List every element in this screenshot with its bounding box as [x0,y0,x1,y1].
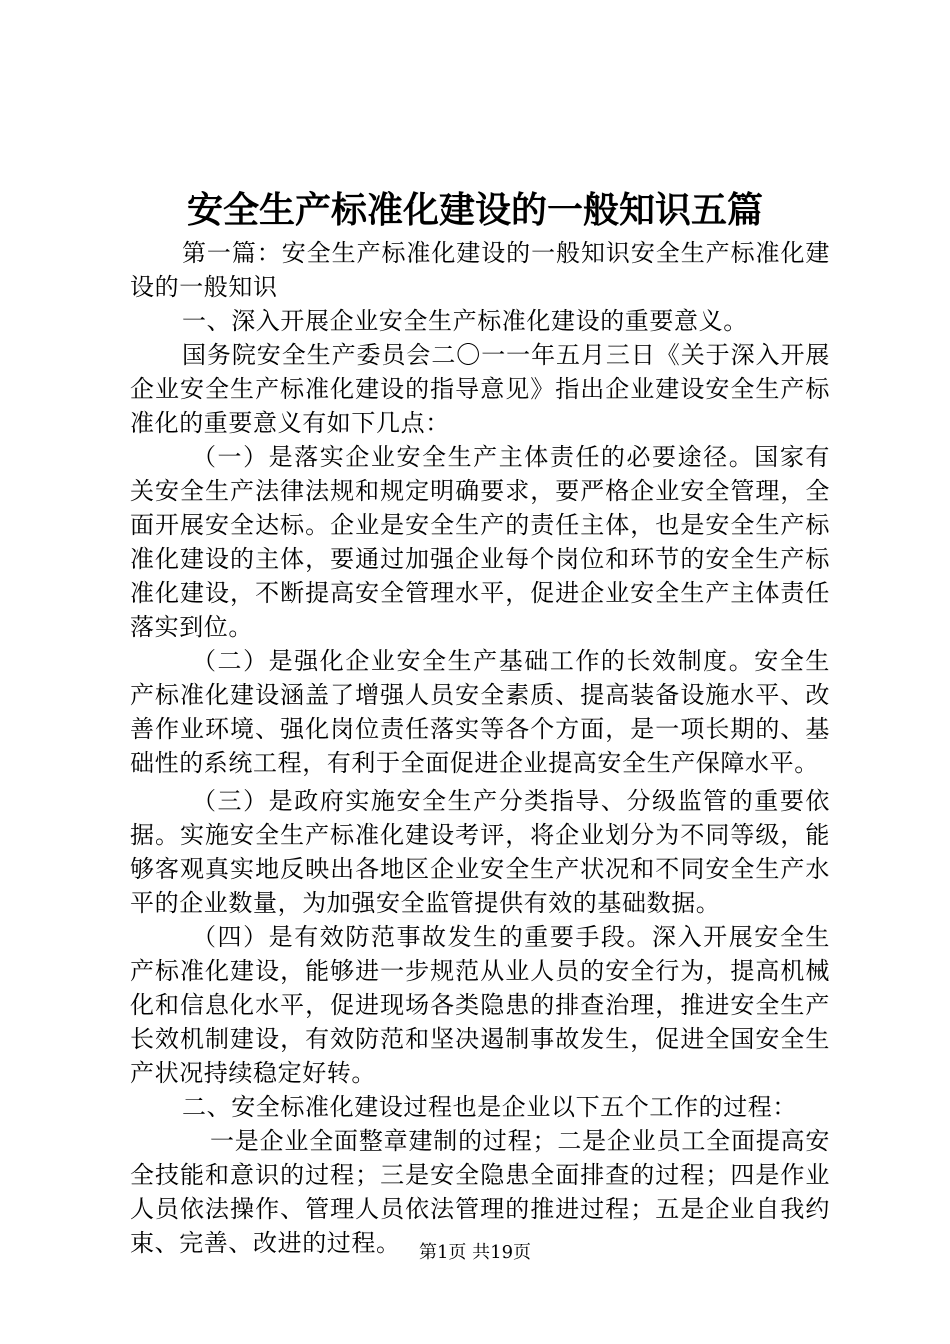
paragraph-section-one-heading: 一、深入开展企业安全生产标准化建设的重要意义。 [182,307,748,335]
paragraph-point-four: （四）是有效防范事故发生的重要手段。深入开展安全生产标准化建设，能够进一步规范从业人员的安全行为，提高机械化和信息化水平，促进现场各类隐患的排查治理，推进安全生产长效机制建设，有效防范和坚决遏制事故发生，促进全国安全生产状况持续稳定好转。 [130,923,830,1087]
document-title: 安全生产标准化建设的一般知识五篇 [186,189,763,231]
page-number-footer: 第1页 共19页 [418,1242,532,1263]
paragraph-five-processes: 一是企业全面整章建制的过程；二是企业员工全面提高安全技能和意识的过程；三是安全隐患全面排查的过程；四是作业人员依法操作、管理人员依法管理的推进过程；五是企业自我约束、完善、改进的过程。 [130,1127,830,1257]
paragraph-guidance-intro: 国务院安全生产委员会二〇一一年五月三日《关于深入开展企业安全生产标准化建设的指导意见》指出企业建设安全生产标准化的重要意义有如下几点： [130,341,830,437]
paragraph-section-two-heading: 二、安全标准化建设过程也是企业以下五个工作的过程： [182,1093,797,1121]
paragraph-point-one: （一）是落实企业安全生产主体责任的必要途径。国家有关安全生产法律法规和规定明确要求，要严格企业安全管理，全面开展安全达标。企业是安全生产的责任主体，也是安全生产标准化建设的主体，要通过加强企业每个岗位和环节的安全生产标准化建设，不断提高安全管理水平，促进企业安全生产主体责任落实到位。 [130,443,830,641]
paragraph-part-one-heading: 第一篇：安全生产标准化建设的一般知识安全生产标准化建设的一般知识 [130,239,830,301]
paragraph-point-three: （三）是政府实施安全生产分类指导、分级监管的重要依据。实施安全生产标准化建设考评，将企业划分为不同等级，能够客观真实地反映出各地区企业安全生产状况和不同安全生产水平的企业数量，为加强安全监管提供有效的基础数据。 [130,787,830,917]
paragraph-point-two: （二）是强化企业安全生产基础工作的长效制度。安全生产标准化建设涵盖了增强人员安全素质、提高装备设施水平、改善作业环境、强化岗位责任落实等各个方面，是一项长期的、基础性的系统工程，有利于全面促进企业提高安全生产保障水平。 [130,647,830,777]
document-body [130,236,830,1260]
